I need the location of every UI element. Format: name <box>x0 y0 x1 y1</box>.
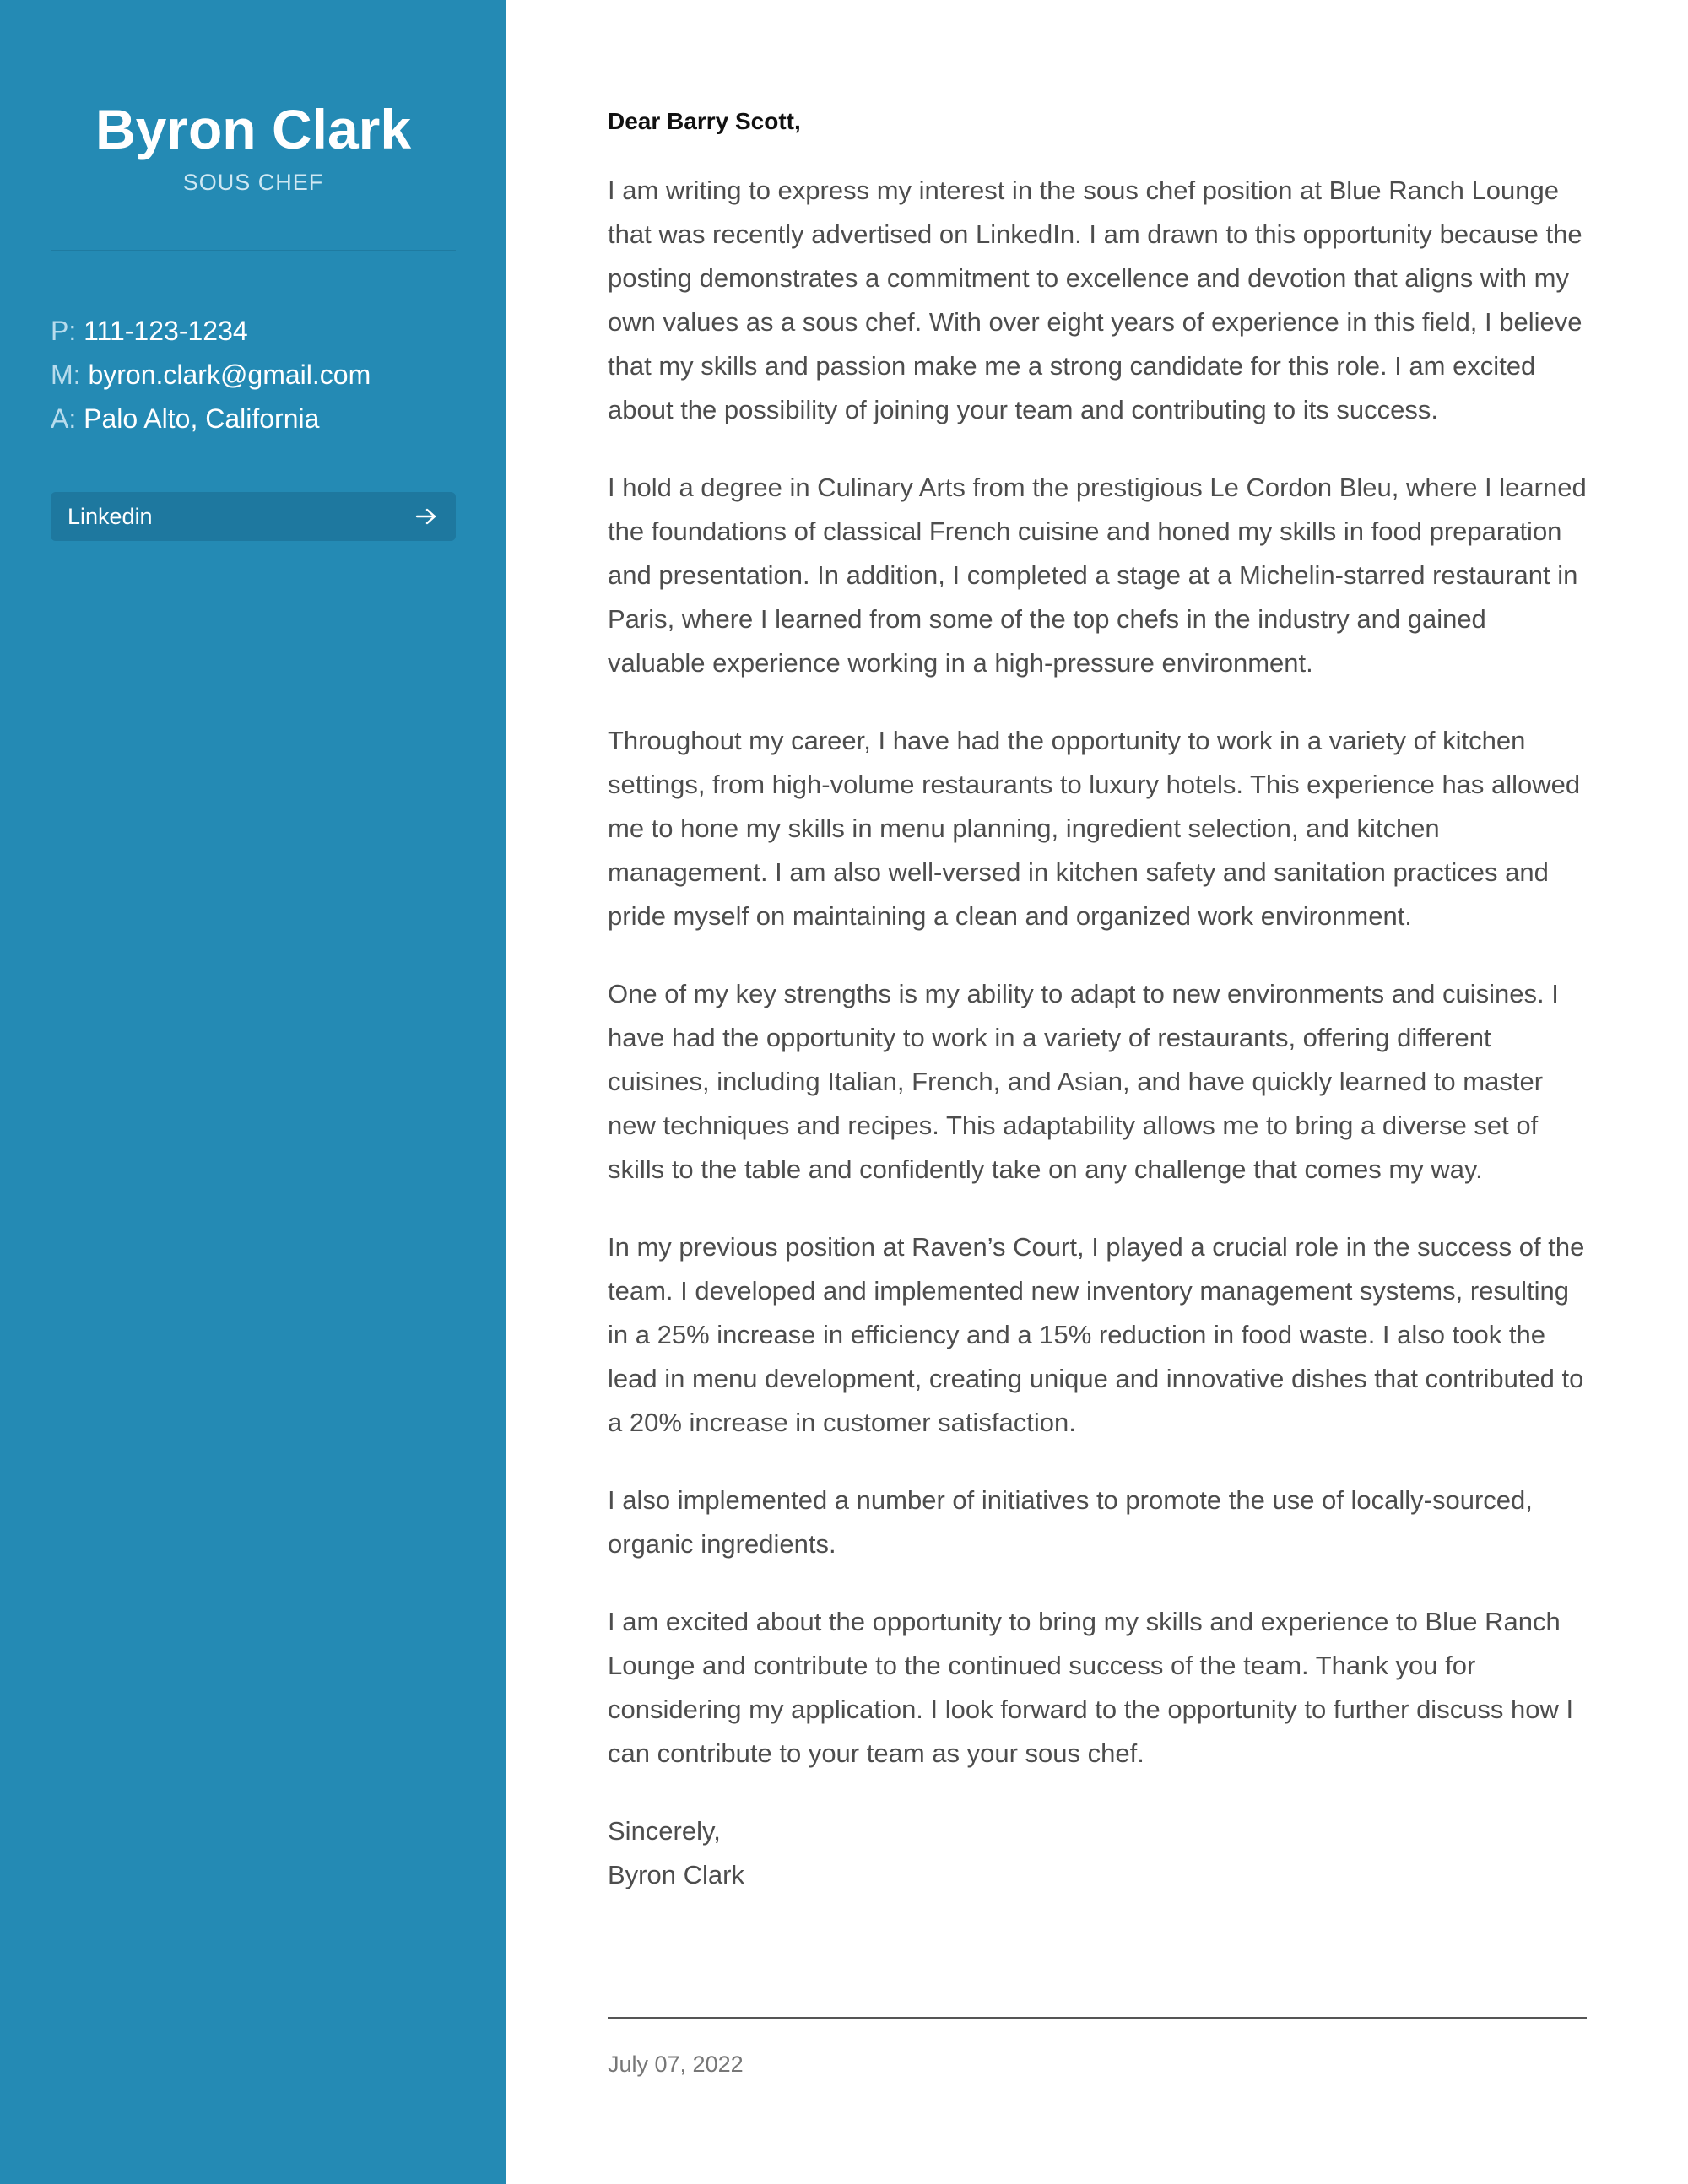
letter-date: July 07, 2022 <box>608 2052 744 2077</box>
signature-name: Byron Clark <box>608 1860 744 1889</box>
contact-phone <box>51 309 473 353</box>
email-label: M: <box>51 359 81 390</box>
sidebar <box>0 0 506 2184</box>
letter-paragraph: In my previous position at Raven’s Court, I played a crucial role in the success of the team. I developed and implemented new inventory management systems, resulting in a 25% increase in efficiency and a 15% reduction in food waste. I also took the lead in menu development, creating unique and innovative dishes that contributed to a 20% increase in customer satisfaction. <box>608 1232 1585 1437</box>
address-label: A: <box>51 403 77 434</box>
contact-info <box>51 309 473 441</box>
letter-paragraph: Throughout my career, I have had the opportunity to work in a variety of kitchen settings, from high-volume restaurants to luxury hotels. This experience has allowed me to hone my skills in menu planning, ingredient selection, and kitchen management. I am also well-versed in kitchen safety and sanitation practices and pride myself on maintaining a clean and organized work environment. <box>608 726 1581 931</box>
letter-paragraph: I am writing to express my interest in the sous chef position at Blue Ranch Lounge that was recently advertised on LinkedIn. I am drawn to this opportunity because the posting demonstrates a commitment to excellence and devotion that aligns with my own values as a sous chef. With over eight years of experience in this field, I believe that my skills and passion make me a strong candidate for this role. I am excited about the possibility of joining your team and contributing to its success. <box>608 176 1582 424</box>
job-title: SOUS CHEF <box>182 170 324 195</box>
email-value: byron.clark@gmail.com <box>88 359 371 390</box>
candidate-name: Byron Clark <box>95 98 412 160</box>
letter-paragraph: I also implemented a number of initiatives to promote the use of locally-sourced, organic ingredients. <box>608 1485 1533 1559</box>
linkedin-link-label: Linkedin <box>68 504 153 529</box>
phone-value: 111-123-1234 <box>84 316 248 346</box>
salutation: Dear Barry Scott, <box>608 108 801 134</box>
letter-content <box>608 101 1587 1897</box>
letter-paragraph: I hold a degree in Culinary Arts from the prestigious Le Cordon Bleu, where I learned the foundations of classical French cuisine and honed my skills in food preparation and presentation. In addition, I completed a stage at a Michelin-starred restaurant in Paris, where I learned from some of the top chefs in the industry and gained valuable experience working in a high-pressure environment. <box>608 473 1587 678</box>
footer-divider <box>608 2017 1587 2019</box>
letter-body <box>608 169 1587 1776</box>
sidebar-divider <box>51 250 456 251</box>
linkedin-link-button[interactable] <box>51 492 456 541</box>
letter-paragraph: I am excited about the opportunity to bring my skills and experience to Blue Ranch Lounge and contribute to the continued success of the team. Thank you for considering my application. I look forward to the opportunity to further discuss how I can contribute to your team as your sous chef. <box>608 1607 1574 1768</box>
arrow-right-icon <box>415 506 437 527</box>
contact-address <box>51 397 473 441</box>
phone-label: P: <box>51 316 77 346</box>
letter-paragraph: One of my key strengths is my ability to adapt to new environments and cuisines. I have had the opportunity to work in a variety of restaurants, offering different cuisines, including Italian, French, and Asian, and have quickly learned to master new techniques and recipes. This adaptability allows me to bring a diverse set of skills to the table and confidently take on any challenge that comes my way. <box>608 979 1559 1184</box>
letter-closing <box>608 1809 1587 1897</box>
contact-email <box>51 353 473 397</box>
address-value: Palo Alto, California <box>84 403 320 434</box>
closing-phrase: Sincerely, <box>608 1816 721 1846</box>
